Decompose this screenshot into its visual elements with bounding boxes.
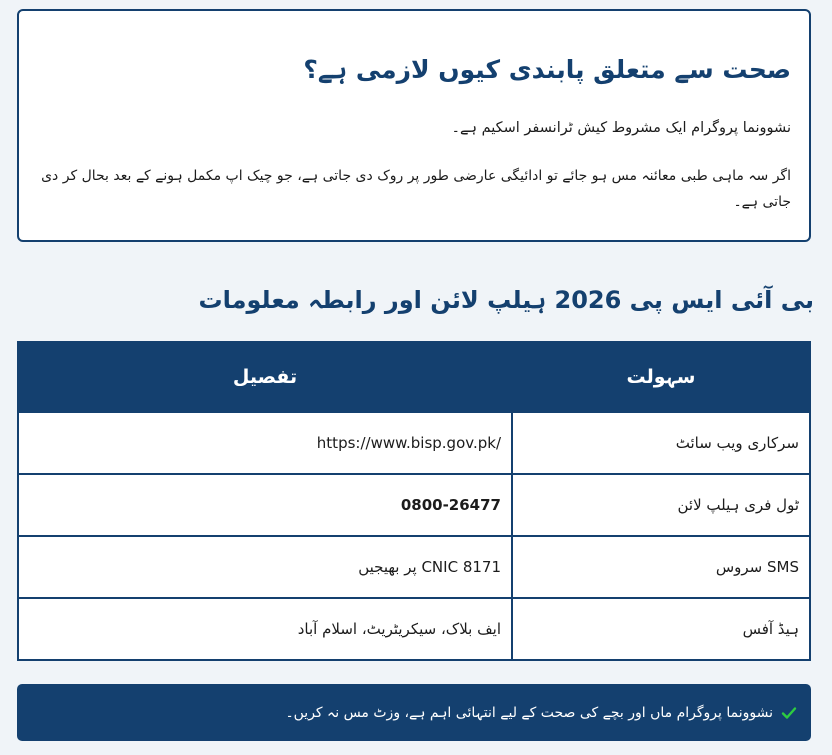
health-requirement-card xyxy=(17,9,811,242)
row-sms-facility: SMS سروس xyxy=(512,536,810,598)
row-helpline-detail xyxy=(18,474,512,536)
note-text: نشوونما پروگرام ماں اور بچے کی صحت کے لیے انتہائی اہم ہے، وزٹ مس نہ کریں۔ xyxy=(285,704,773,721)
card-intro-text: نشوونما پروگرام ایک مشروط کیش ٹرانسفر اسکیم ہے۔ xyxy=(451,120,791,136)
card-title: صحت سے متعلق پابندی کیوں لازمی ہے؟ xyxy=(303,55,791,84)
row-headoffice-facility: ہیڈ آفس xyxy=(512,598,810,660)
table-row xyxy=(18,536,810,598)
section-title: بی آئی ایس پی 2026 ہیلپ لائن اور رابطہ معلومات xyxy=(198,286,814,314)
note-banner xyxy=(17,684,811,741)
table-row xyxy=(18,474,810,536)
row-website-facility: سرکاری ویب سائٹ xyxy=(512,412,810,474)
website-link[interactable]: https://www.bisp.gov.pk/ xyxy=(316,434,501,452)
row-website-detail xyxy=(18,412,512,474)
helpline-number[interactable]: 0800-26477 xyxy=(400,496,501,514)
check-icon xyxy=(781,705,797,721)
header-details: تفصیل xyxy=(18,342,512,412)
row-headoffice-detail: ایف بلاک، سیکریٹریٹ، اسلام آباد xyxy=(18,598,512,660)
row-sms-detail xyxy=(18,536,512,598)
card-rule-text: اگر سہ ماہی طبی معائنہ مس ہو جائے تو ادائیگی عارضی طور پر روک دی جاتی ہے، جو چیک اپ مکمل ہونے کے بعد بحال کر دی جاتی ہے۔ xyxy=(41,168,791,210)
row-helpline-facility: ٹول فری ہیلپ لائن xyxy=(512,474,810,536)
table-row xyxy=(18,598,810,660)
table-row xyxy=(18,412,810,474)
contact-info-table xyxy=(17,341,811,661)
table-header-row xyxy=(18,342,810,412)
header-facility: سہولت xyxy=(512,342,810,412)
sms-instruction: CNIC 8171 پر بھیجیں xyxy=(358,558,501,576)
